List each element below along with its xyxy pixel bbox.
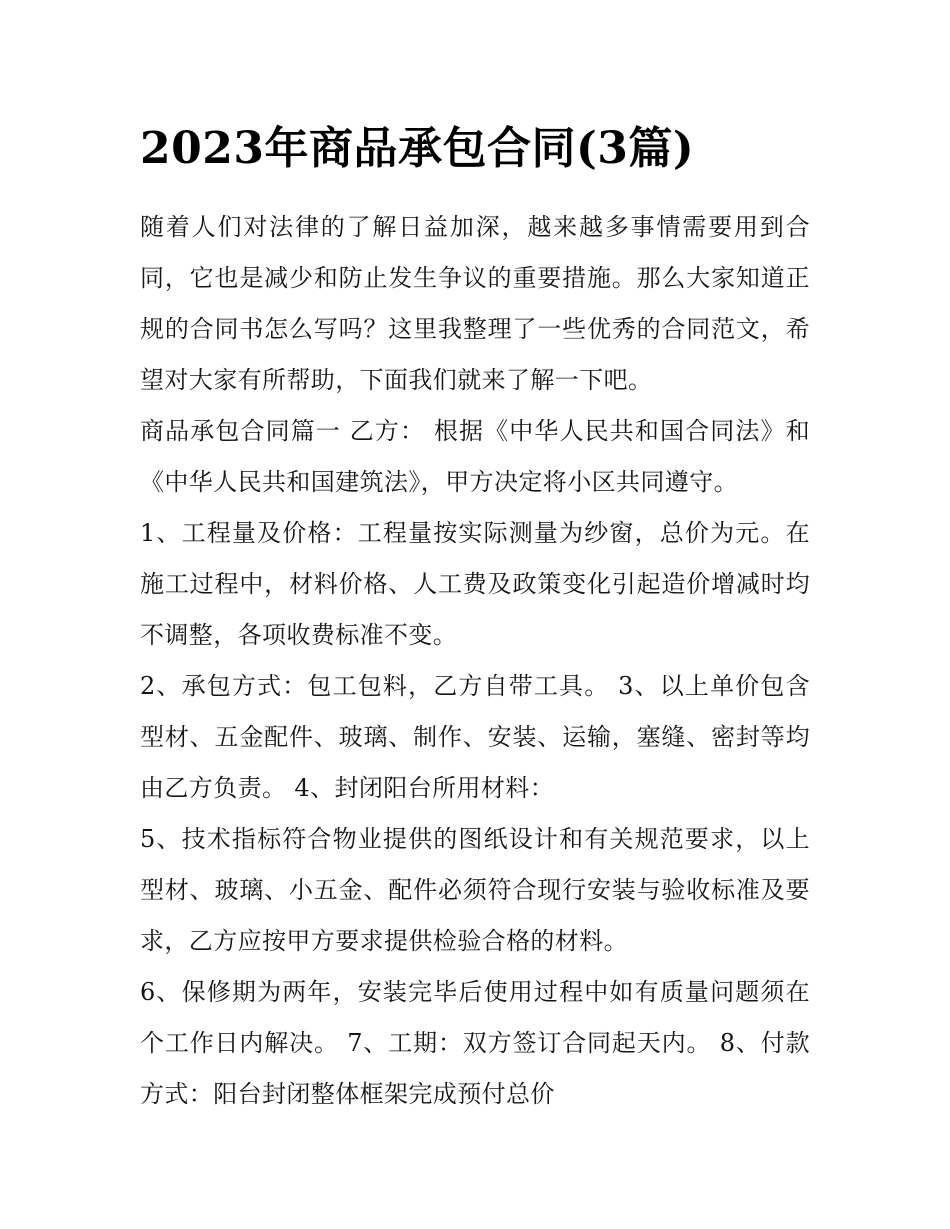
clause-6-8-paragraph: 6、保修期为两年，安装完毕后使用过程中如有质量问题须在个工作日内解决。 7、工期：双方签订合同起天内。 8、付款方式：阳台封闭整体框架完成预付总价 — [140, 978, 810, 1108]
clause-2-4-paragraph: 2、承包方式：包工包料，乙方自带工具。 3、以上单价包含型材、五金配件、玻璃、制作、安装、运输，塞缝、密封等均由乙方负责。 4、封闭阳台所用材料： — [140, 672, 810, 802]
clause-5-paragraph: 5、技术指标符合物业提供的图纸设计和有关规范要求，以上型材、玻璃、小五金、配件必须符合现行安装与验收标准及要求，乙方应按甲方要求提供检验合格的材料。 — [140, 825, 810, 955]
contract-preamble-paragraph: 商品承包合同篇一 乙方： 根据《中华人民共和国合同法》和《中华人民共和国建筑法》，甲方决定将小区共同遵守。 — [140, 417, 810, 496]
clause-1-paragraph: 1、工程量及价格：工程量按实际测量为纱窗，总价为元。在施工过程中，材料价格、人工费及政策变化引起造价增减时均不调整，各项收费标准不变。 — [140, 519, 810, 649]
document-title: 2023年商品承包合同(3篇) — [140, 123, 695, 174]
intro-paragraph: 随着人们对法律的了解日益加深，越来越多事情需要用到合同，它也是减少和防止发生争议的重要措施。那么大家知道正规的合同书怎么写吗？这里我整理了一些优秀的合同范文，希望对大家有所帮助，下面我们就来了解一下吧。 — [140, 213, 810, 394]
